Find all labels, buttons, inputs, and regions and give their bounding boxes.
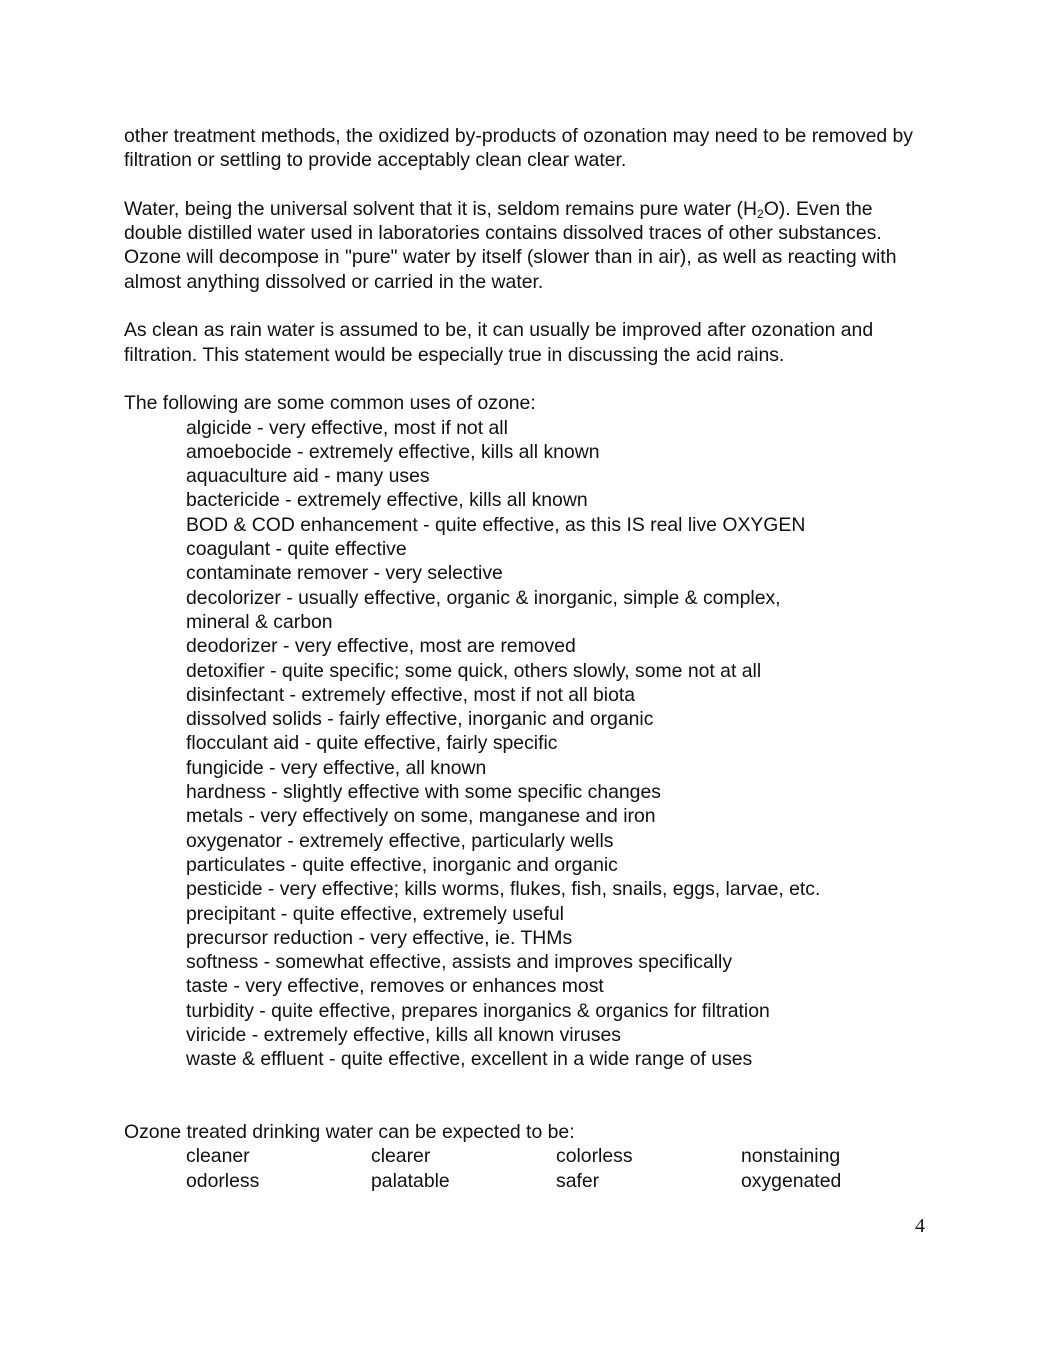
solvent-text-start: Water, being the universal solvent that it is, seldom remains pure water (H — [124, 197, 757, 220]
list-item: waste & effluent - quite effective, excellent in a wide range of uses — [186, 1048, 753, 1071]
page-number: 4 — [915, 1215, 925, 1237]
list-item: particulates - quite effective, inorganic and organic — [186, 853, 618, 876]
outcome-safer: safer — [556, 1169, 600, 1192]
outcomes-section — [124, 1120, 934, 1193]
list-item: disinfectant - extremely effective, most if not all biota — [186, 683, 636, 706]
uses-list — [124, 416, 934, 1072]
outcome-oxygenated: oxygenated — [741, 1169, 842, 1192]
list-item: detoxifier - quite specific; some quick, others slowly, some not at all — [186, 659, 762, 682]
paragraph-treatment-byproducts: other treatment methods, the oxidized by-products of ozonation may need to be removed by filtration or settling to provide acceptably clean clear water. — [124, 125, 914, 172]
list-item-decolorizer — [124, 586, 934, 635]
list-item: fungicide - very effective, all known — [186, 756, 487, 779]
list-item: BOD & COD enhancement - quite effective, as this IS real live OXYGEN — [186, 513, 806, 536]
subscript-two: 2 — [757, 206, 764, 221]
uses-intro: The following are some common uses of ozone: — [124, 392, 536, 415]
document-page — [124, 124, 934, 1193]
list-item: coagulant - quite effective — [186, 538, 407, 561]
list-item: viricide - extremely effective, kills all known viruses — [186, 1023, 621, 1046]
outcome-odorless: odorless — [186, 1169, 260, 1192]
list-item: oxygenator - extremely effective, particularly wells — [186, 829, 614, 852]
outcome-colorless: colorless — [556, 1145, 633, 1168]
list-item: aquaculture aid - many uses — [186, 465, 430, 488]
list-item: deodorizer - very effective, most are removed — [186, 635, 576, 658]
list-item: dissolved solids - fairly effective, inorganic and organic — [186, 708, 654, 731]
list-item: algicide - very effective, most if not all — [186, 416, 508, 439]
paragraph-universal-solvent — [124, 197, 934, 294]
list-item: bactericide - extremely effective, kills all known — [186, 489, 588, 512]
list-item: amoebocide - extremely effective, kills all known — [186, 440, 600, 463]
list-item: turbidity - quite effective, prepares inorganics & organics for filtration — [186, 999, 770, 1022]
list-item: precursor reduction - very effective, ie. THMs — [186, 926, 573, 949]
outcomes-intro: Ozone treated drinking water can be expected to be: — [124, 1121, 575, 1144]
list-item: pesticide - very effective; kills worms, flukes, fish, snails, eggs, larvae, etc. — [186, 878, 821, 901]
list-item: contaminate remover - very selective — [186, 562, 503, 585]
paragraph-rain-water: As clean as rain water is assumed to be, it can usually be improved after ozonation and filtration. This statement would be especially true in discussing the acid rains. — [124, 319, 874, 366]
solvent-text-end: O). Even the double distilled water used in laboratories contains dissolved traces of other substances. Ozone will decompose in "pure" water by itself (slower than in air), as well as reacting with almost anything dissolved or carried in the water. — [124, 197, 897, 293]
list-item: softness - somewhat effective, assists and improves specifically — [186, 951, 733, 974]
outcomes-grid — [124, 1144, 934, 1193]
uses-section — [124, 391, 934, 1071]
outcome-nonstaining: nonstaining — [741, 1145, 841, 1168]
outcome-cleaner: cleaner — [186, 1145, 250, 1168]
list-item: flocculant aid - quite effective, fairly specific — [186, 732, 558, 755]
list-item: hardness - slightly effective with some specific changes — [186, 781, 661, 804]
list-item: taste - very effective, removes or enhances most — [186, 975, 604, 998]
list-item: precipitant - quite effective, extremely useful — [186, 902, 564, 925]
outcome-palatable: palatable — [371, 1169, 450, 1192]
list-item: metals - very effectively on some, manganese and iron — [186, 805, 656, 828]
outcome-clearer: clearer — [371, 1145, 431, 1168]
decolorizer-text: decolorizer - usually effective, organic & inorganic, simple & complex, — [186, 586, 781, 609]
decolorizer-continuation: mineral & carbon — [186, 610, 333, 633]
